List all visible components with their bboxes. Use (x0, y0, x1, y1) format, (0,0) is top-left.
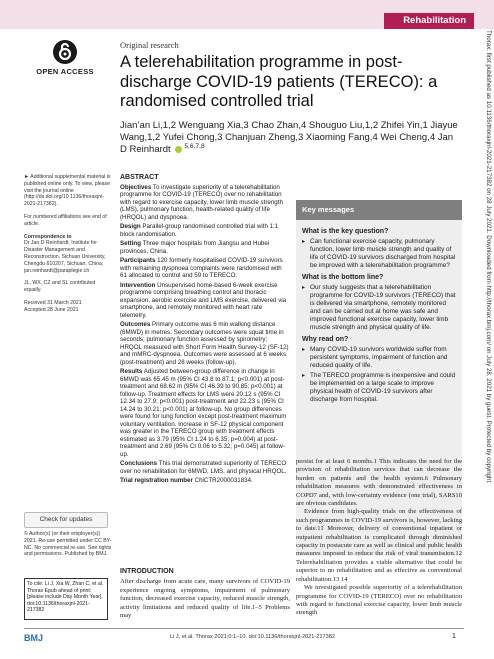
bottom-line-heading: What is the bottom line? (302, 274, 384, 281)
objectives-label: Objectives (120, 183, 152, 191)
conclusions-label: Conclusions (120, 460, 158, 467)
participants-label: Participants (120, 257, 156, 264)
outcomes-label: Outcomes (120, 321, 151, 328)
body-text-right (296, 458, 462, 618)
body-paragraph-1: persist for at least 6 months.1 This indicates the need for the provision of rehabilitation services that can decrease the burden on patients and the health system.6 Pulmonary rehabilitation measures with demonstrated effectiveness in COPD7 and, with low-certainty evidence (one trial), SARS10 are obvious candidates. (296, 458, 462, 508)
article-sidebar (24, 174, 112, 320)
supplementary-note: ► Additional supplemental material is published online only. To view, please visit the journal online (http://dx.doi.org/10.1136/thoraxjnl-2021-217382). (24, 174, 111, 208)
why-read-point-2: ▸ The TERECO programme is inexpensive and could be implemented on a large scale to improve physical health of COVID-19 survivors after discharge from hospital. (302, 372, 456, 404)
key-messages-header: Key messages (296, 200, 462, 220)
body-paragraph-3: We investigated possible superiority of a telerehabilitation programme for COVID-19 (TERECO) over no rehabilitation with regard to functional exercise capacity, lower limb muscle strength (296, 584, 462, 617)
footer-citation: Li J, et al. Thorax 2021;0:1–10. doi:10.1136/thoraxjnl-2021-217382 (170, 634, 335, 640)
key-question-heading: What is the key question? (302, 228, 389, 235)
why-read-heading: Why read on? (302, 336, 349, 343)
footer-divider (24, 628, 464, 629)
bmj-logo: BMJ (24, 633, 44, 643)
check-updates-label: Check for updates (39, 516, 93, 523)
article-type: Original research (120, 40, 179, 50)
setting-text: Three major hospitals from Jiangsu and Hubei provinces, China. (120, 240, 270, 255)
correspondence (24, 234, 112, 275)
introduction (120, 568, 290, 620)
correspondence-text: Dr Jan D Reinhardt, Institute for Disaster Management and Reconstruction, Sichuan University, Chengdu 610207, Sichuan, China; jan.reinhardt@paraplegie.ch (24, 240, 106, 274)
section-label: Rehabilitation (384, 13, 474, 29)
introduction-text: After discharge from acute care, many survivors of COVID-19 experience ongoing symptoms, impairment of pulmonary function, decreased exercise capacity, reduced muscle strength, activity limitations and reduced quality of life.1–5 Problems may (120, 578, 290, 620)
bottom-line-answer: ▸ Our study suggests that a telerehabilitation programme for COVID-19 survivors (TERECO) that is delivered via smartphone, remotely monitored and can be carried out at home was safe and improved functional exercise capacity, lower limb muscle strength and physical quality of life. (302, 284, 456, 332)
affiliations-note: For numbered affiliations see end of article. (24, 213, 107, 227)
setting-label: Setting (120, 240, 141, 247)
open-access-badge (22, 40, 108, 76)
received-date: Received 31 March 2021 (24, 299, 82, 306)
top-banner (0, 0, 494, 29)
open-access-icon (53, 40, 77, 64)
intervention-label: Intervention (120, 281, 156, 289)
why-read-point-1: ▸ Many COVID-19 survivors worldwide suffer from persistent symptoms, impairment of function and reduced quality of life. (302, 346, 456, 370)
author-list (120, 120, 460, 156)
equal-contribution: JL, WX, CZ and SL contributed equally. (24, 280, 96, 294)
design-label: Design (120, 223, 141, 230)
dates (24, 300, 112, 314)
vertical-citation: Thorax: first published as 10.1136/thoraxjnl-2021-217382 on 28 July 2021. Downloaded from http://thorax.bmj.com/ on July 28, 2021 by guest. Protected by copyright. (485, 30, 492, 484)
page-number: 1 (452, 633, 456, 640)
cite-box: To cite: Li J, Xia W, Zhan C, et al. Thorax Epub ahead of print: [please include Day Month Year]. doi:10.1136/thoraxjnl-2021-217382 (24, 578, 108, 620)
body-paragraph-2: Evidence from high-quality trials on the effectiveness of such programmes in COVID-19 survivors is, however, lacking to date.11 Moreover, delivery of conventional inpatient or outpatient rehabilitation is complicated through diminished capacity in postacute care as well as clinical and public health measures imposed to reduce the risk of viral transmission.12 Telerehabilitation provides a viable alternative that could be superior to no rehabilitation and as effective as conventional rehabilitation.13 14 (296, 508, 462, 583)
abstract-heading: ABSTRACT (120, 174, 159, 181)
objectives-text: To investigate superiority of a telerehabilitation programme for COVID-19 (TERECO) over no rehabilitation with regard to exercise capacity, lower limb muscle strength (LMS), pulmonary function, health-related quality of life (HRQOL) and dyspnoea. (120, 183, 283, 221)
intervention-text: Unsupervised home-based 6-week exercise programme comprising breathing control and thoracic expansion, aerobic exercise and LMS exercise, delivered via smartphone, and remotely monitored with heart rate telemetry. (120, 281, 287, 319)
registration-label: Trial registration number (120, 477, 193, 484)
outcomes-text: Primary outcome was 6 min walking distance (6MWD) in metres. Secondary outcomes were squat time in seconds; pulmonary function assessed by spirometry; HRQOL measured with Short Form Health Survey-12 (SF-12) and mMRC-dyspnoea. Outcomes were assessed at 6 weeks (post-treatment) and 28 weeks (follow-up). (120, 321, 289, 366)
results-text: Adjusted between-group difference in change in 6MWD was 65.45 m (95% CI 43.8 to 87.1; p<0.001) at post-treatment and 68.62 m (95% CI 46.39 to 90.85; p<0.001) at follow-up. Treatment effects for LMS were 20.12 s (95% CI 12.34 to 27.9; p<0.001) post-treatment and 22.23 s (95% CI 14.24 to 30.21; p<0.001) at follow-up. No group differences were found for lung function except post-treatment maximum voluntary ventilation. Increase in SF-12 physical component was greater in the TERECO group with treatment effects estimated as 3.79 (95% CI 1.24 to 6.35; p=0.004) at post-treatment and 2.69 (95% CI 0.06 to 5.32; p=0.045) at follow-up. (120, 368, 287, 458)
results-label: Results (120, 368, 143, 375)
correspondence-label: Correspondence to (24, 233, 72, 240)
check-for-updates-button[interactable] (24, 512, 108, 528)
key-question-answer: ▸ Can functional exercise capacity, pulmonary function, lower limb muscle strength and quality of life of COVID-19 survivors discharged from hospital be improved with a telerehabilitation programme? (302, 238, 456, 270)
copyright-note: © Author(s) (or their employer(s)) 2021. Re-use permitted under CC BY-NC. No commercial re-use. See rights and permissions. Published by BMJ. (24, 531, 112, 558)
conclusions-text: This trial demonstrated superiority of TERECO over no rehabilitation for 6MWD, LMS, and physical HRQOL. (120, 460, 287, 475)
open-access-label: OPEN ACCESS (36, 67, 94, 76)
authors-text: Jian’an Li,1,2 Wenguang Xia,3 Chao Zhan,4 Shouguo Liu,1,2 Zhifei Yin,1 Jiayue Wang,1,2 Yufei Chong,3 Chanjuan Zheng,3 Xiaoming Fang,4 Wei Cheng,4 Jan D Reinhardt (120, 120, 458, 155)
orcid-icon[interactable] (175, 146, 182, 153)
design-text: Parallel-group randomised controlled trial with 1:1 block randomisation. (120, 223, 279, 238)
registration-text: ChiCTR2000031834. (194, 477, 253, 484)
author-affiliations: 5,6,7,8 (184, 142, 205, 150)
introduction-heading: INTRODUCTION (120, 568, 174, 575)
article-title: A telerehabilitation programme in post-discharge COVID-19 patients (TERECO): a randomised controlled trial (120, 53, 438, 110)
accepted-date: Accepted 28 June 2021 (24, 306, 79, 313)
participants-text: 120 formerly hospitalised COVID-19 survivors with remaining dyspnoea complaints were randomised with 61 allocated to control and 59 to TERECO. (120, 257, 283, 279)
abstract (120, 174, 290, 487)
